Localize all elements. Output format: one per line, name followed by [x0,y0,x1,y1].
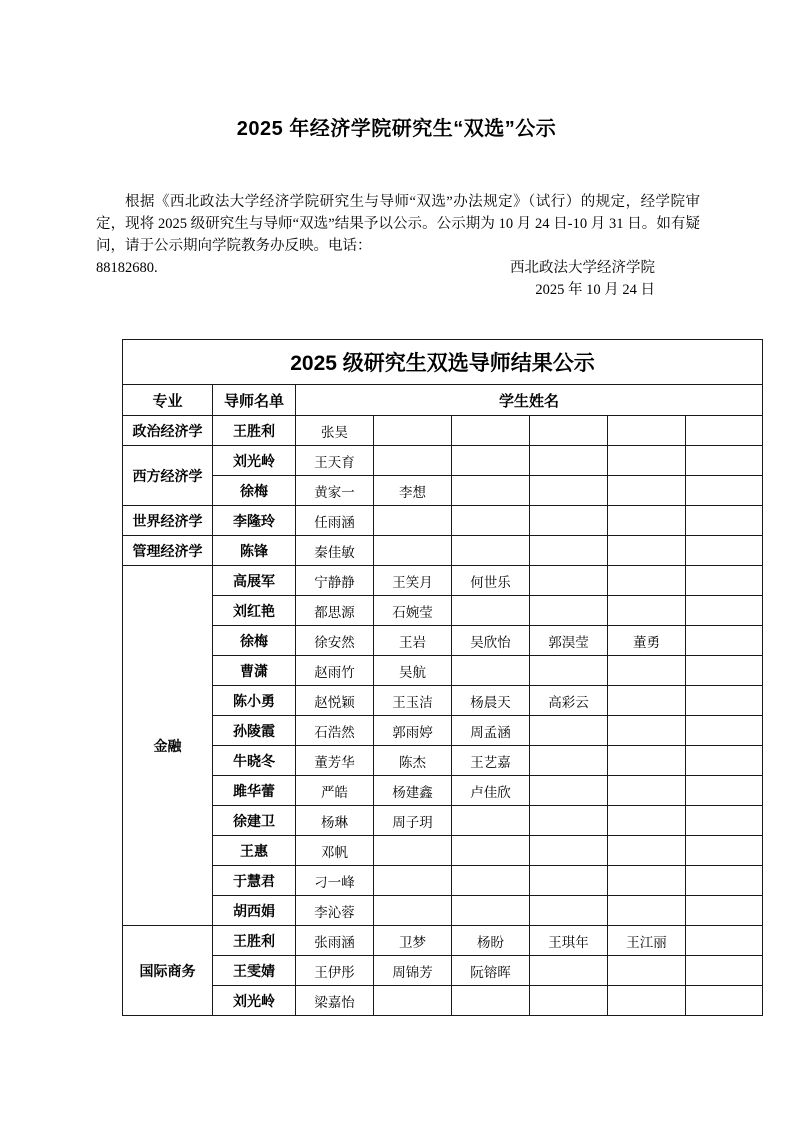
student-cell: 张雨涵 [296,926,374,956]
student-cell [608,446,686,476]
student-cell [608,716,686,746]
student-cell: 邓帆 [296,836,374,866]
table-title-row [123,340,763,385]
student-cell [686,416,763,446]
student-cell [530,836,608,866]
student-cell [686,896,763,926]
student-cell [608,956,686,986]
student-cell [608,686,686,716]
major-cell: 政治经济学 [123,416,213,446]
student-cell: 秦佳敏 [296,536,374,566]
student-cell [374,416,452,446]
student-cell [608,986,686,1016]
student-cell [530,986,608,1016]
student-cell [530,596,608,626]
student-cell [530,506,608,536]
student-cell: 杨晨天 [452,686,530,716]
date-line: 2025 年 10 月 24 日 [535,282,655,298]
student-cell: 杨盼 [452,926,530,956]
announcement-body [96,191,700,257]
header-mentor: 导师名单 [213,385,296,416]
table-row [123,716,763,746]
student-cell: 李想 [374,476,452,506]
student-cell [686,866,763,896]
student-cell [452,896,530,926]
mentor-cell: 孙陵霞 [213,716,296,746]
student-cell [608,776,686,806]
table-row [123,926,763,956]
student-cell: 卫梦 [374,926,452,956]
student-cell [686,566,763,596]
student-cell: 石浩然 [296,716,374,746]
student-cell [608,596,686,626]
student-cell [452,596,530,626]
mentor-cell: 于慧君 [213,866,296,896]
student-cell [374,836,452,866]
student-cell: 李沁蓉 [296,896,374,926]
student-cell: 严皓 [296,776,374,806]
results-table [122,339,763,1016]
student-cell: 王江丽 [608,926,686,956]
mentor-cell: 王惠 [213,836,296,866]
student-cell: 梁嘉怡 [296,986,374,1016]
table-body [123,416,763,1016]
student-cell: 王笑月 [374,566,452,596]
announcement-paragraph: 根据《西北政法大学经济学院研究生与导师“双选”办法规定》（试行）的规定，经学院审定，现将 2025 级研究生与导师“双选”结果予以公示。公示期为 10 月 24 日-10 月 31 日。如有疑问，请于公示期向学院教务办反映。电话： [96,194,700,254]
student-cell: 王伊彤 [296,956,374,986]
student-cell [686,806,763,836]
student-cell [530,656,608,686]
student-cell [530,956,608,986]
student-cell [374,896,452,926]
student-cell [686,836,763,866]
table-row [123,776,763,806]
mentor-cell: 陈锋 [213,536,296,566]
student-cell: 周孟涵 [452,716,530,746]
mentor-cell: 刘光岭 [213,986,296,1016]
table-row [123,596,763,626]
student-cell [686,746,763,776]
student-cell [452,866,530,896]
student-cell [686,446,763,476]
mentor-cell: 雎华蕾 [213,776,296,806]
table-row [123,746,763,776]
mentor-cell: 高展军 [213,566,296,596]
mentor-cell: 徐梅 [213,476,296,506]
student-cell [530,416,608,446]
student-cell: 董芳华 [296,746,374,776]
table-row [123,536,763,566]
student-cell [374,536,452,566]
table-row [123,836,763,866]
table-row [123,446,763,476]
student-cell [374,986,452,1016]
student-cell: 王艺嘉 [452,746,530,776]
major-cell: 世界经济学 [123,506,213,536]
mentor-cell: 陈小勇 [213,686,296,716]
student-cell [608,866,686,896]
student-cell [608,476,686,506]
major-cell: 管理经济学 [123,536,213,566]
student-cell: 赵悦颖 [296,686,374,716]
mentor-cell: 牛晓冬 [213,746,296,776]
student-cell: 黄家一 [296,476,374,506]
student-cell [374,506,452,536]
table-row [123,956,763,986]
student-cell [686,536,763,566]
student-cell [452,836,530,866]
student-cell [686,926,763,956]
student-cell [608,536,686,566]
table-row [123,566,763,596]
major-cell: 西方经济学 [123,446,213,506]
student-cell [452,416,530,446]
student-cell [608,416,686,446]
table-row [123,686,763,716]
student-cell [608,836,686,866]
student-cell [452,656,530,686]
student-cell: 赵雨竹 [296,656,374,686]
header-major: 专业 [123,385,213,416]
phone-number: 88182680. [96,260,158,276]
student-cell: 周锦芳 [374,956,452,986]
student-cell [608,656,686,686]
student-cell [452,536,530,566]
mentor-cell: 徐梅 [213,626,296,656]
student-cell: 阮镕晖 [452,956,530,986]
student-cell: 周子玥 [374,806,452,836]
student-cell: 郭雨婷 [374,716,452,746]
mentor-cell: 刘光岭 [213,446,296,476]
student-cell [530,776,608,806]
student-cell [530,476,608,506]
table-header-row [123,385,763,416]
student-cell [374,866,452,896]
student-cell: 王玉洁 [374,686,452,716]
student-cell [452,506,530,536]
mentor-cell: 徐建卫 [213,806,296,836]
student-cell: 王琪年 [530,926,608,956]
student-cell [530,896,608,926]
student-cell [608,746,686,776]
mentor-cell: 曹潇 [213,656,296,686]
header-students: 学生姓名 [296,385,763,416]
table-row [123,656,763,686]
student-cell [686,716,763,746]
mentor-cell: 李隆玲 [213,506,296,536]
student-cell [686,776,763,806]
student-cell: 吴航 [374,656,452,686]
student-cell: 高彩云 [530,686,608,716]
student-cell: 王天育 [296,446,374,476]
student-cell: 陈杰 [374,746,452,776]
student-cell [686,506,763,536]
table-row [123,896,763,926]
student-cell [608,806,686,836]
student-cell [530,446,608,476]
student-cell [452,986,530,1016]
student-cell [686,986,763,1016]
student-cell [686,476,763,506]
table-title: 2025 级研究生双选导师结果公示 [123,340,763,385]
student-cell [452,806,530,836]
page-title: 2025 年经济学院研究生“双选”公示 [236,118,557,140]
student-cell: 吴欣怡 [452,626,530,656]
table-row [123,626,763,656]
student-cell [686,626,763,656]
table-row [123,506,763,536]
student-cell: 任雨涵 [296,506,374,536]
student-cell [686,686,763,716]
student-cell: 杨建鑫 [374,776,452,806]
student-cell: 杨琳 [296,806,374,836]
student-cell: 宁静静 [296,566,374,596]
table-row [123,806,763,836]
student-cell [686,596,763,626]
mentor-cell: 王胜利 [213,926,296,956]
student-cell: 刁一峰 [296,866,374,896]
student-cell [452,446,530,476]
student-cell: 都思源 [296,596,374,626]
student-cell [608,896,686,926]
student-cell: 石婉莹 [374,596,452,626]
student-cell [530,716,608,746]
student-cell [530,746,608,776]
student-cell [686,656,763,686]
student-cell: 郭淏莹 [530,626,608,656]
signature-line [96,257,700,279]
student-cell: 王岩 [374,626,452,656]
student-cell [530,566,608,596]
mentor-cell: 王雯婧 [213,956,296,986]
organization-name: 西北政法大学经济学院 [510,260,655,276]
student-cell [530,866,608,896]
table-row [123,986,763,1016]
student-cell: 徐安然 [296,626,374,656]
student-cell [530,536,608,566]
student-cell [608,506,686,536]
major-cell: 国际商务 [123,926,213,1016]
major-cell: 金融 [123,566,213,926]
student-cell: 张昊 [296,416,374,446]
student-cell: 董勇 [608,626,686,656]
student-cell [374,446,452,476]
student-cell: 何世乐 [452,566,530,596]
student-cell [608,566,686,596]
mentor-cell: 刘红艳 [213,596,296,626]
student-cell [452,476,530,506]
student-cell [686,956,763,986]
mentor-cell: 王胜利 [213,416,296,446]
table-row [123,416,763,446]
table-row [123,476,763,506]
mentor-cell: 胡西娟 [213,896,296,926]
student-cell: 卢佳欣 [452,776,530,806]
student-cell [530,806,608,836]
table-row [123,866,763,896]
